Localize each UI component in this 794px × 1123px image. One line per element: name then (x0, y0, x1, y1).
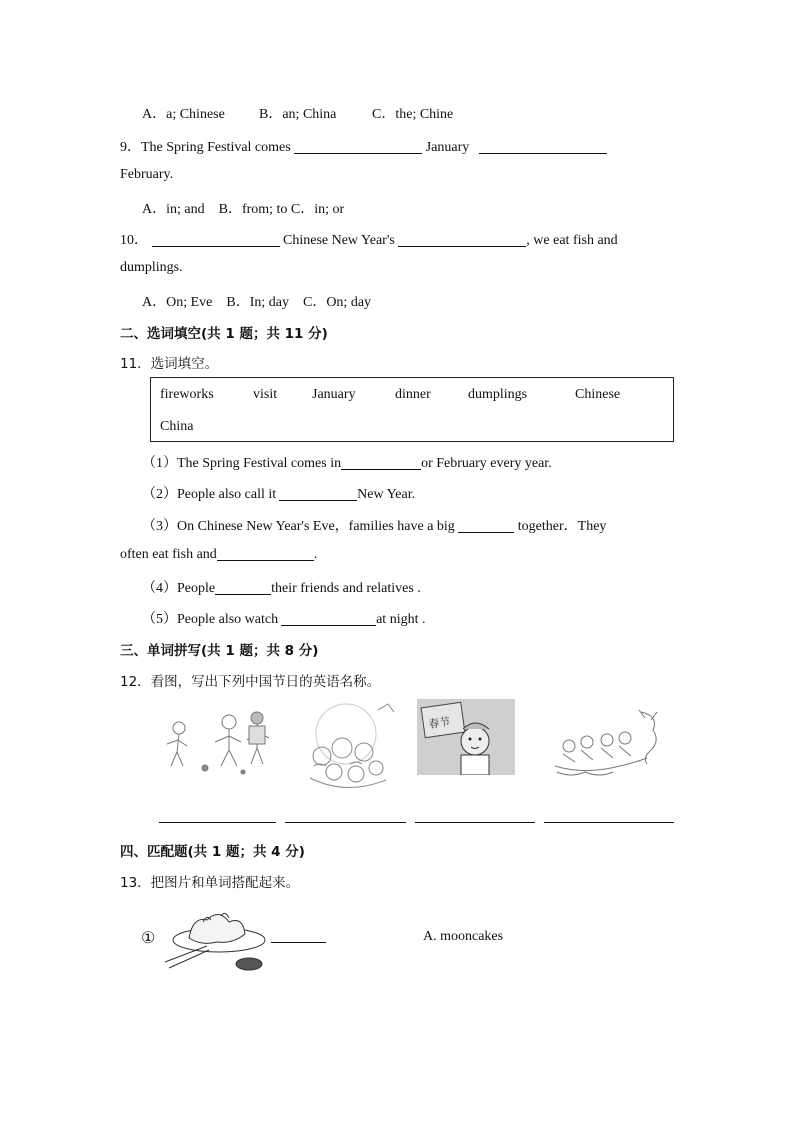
q11-sentence-1 (142, 452, 552, 472)
word-bank (150, 377, 674, 442)
q9-blank-2[interactable] (479, 139, 607, 154)
q13-option-a: A. mooncakes (423, 929, 504, 944)
q10-options: A．On; Eve B．In; day C．On; day (142, 295, 372, 310)
q12-answer-line-4[interactable] (544, 822, 674, 823)
q11-s1-pre: （1）The Spring Festival comes in (142, 456, 342, 471)
q11-sentence-3b (120, 546, 317, 563)
calendar-label: 春节 (427, 715, 452, 731)
q11-s1-post: or February every year. (421, 456, 552, 471)
word-visit: visit (253, 387, 278, 402)
word-fireworks: fireworks (160, 387, 214, 402)
q9-end: February. (120, 167, 174, 182)
family-reunion-picture (290, 698, 402, 798)
q8-option-c: C．the; Chine (372, 107, 454, 122)
calendar-man-picture (417, 699, 515, 775)
q10-end: dumplings. (120, 260, 183, 275)
q11-sentence-3 (142, 515, 606, 535)
section2-title: 二、选词填空(共 1 题；共 11 分) (120, 326, 328, 342)
dumplings-picture (163, 898, 269, 976)
q11-s5-blank[interactable] (281, 611, 376, 626)
q11-s3b-blank[interactable] (217, 546, 314, 561)
children-playing-picture (157, 700, 277, 780)
q11-sentence-4 (142, 577, 421, 597)
q11-title: 11．选词填空。 (120, 356, 219, 372)
q9-mid: January (425, 140, 470, 155)
word-january: January (312, 387, 356, 402)
q11-s2-post: New Year. (357, 487, 416, 502)
q10-tail: , we eat fish and (526, 233, 618, 248)
q13-item-1-blank[interactable] (271, 928, 326, 943)
q8-option-b: B．an; China (259, 107, 337, 122)
q11-s5-pre: （5）People also watch (142, 612, 279, 627)
q11-sentence-2 (142, 483, 415, 503)
q9-stem (120, 136, 607, 156)
q10-num: 10． (120, 233, 148, 248)
q9-options: A．in; and B．from; to C．in; or (142, 202, 345, 217)
word-dumplings: dumplings (468, 387, 528, 402)
section4-title: 四、匹配题(共 1 题；共 4 分) (120, 844, 305, 860)
section3-title: 三、单词拼写(共 1 题；共 8 分) (120, 643, 319, 659)
q11-s4-blank[interactable] (215, 580, 271, 595)
q11-s4-post: their friends and relatives . (271, 581, 421, 596)
q12-answer-line-1[interactable] (159, 822, 276, 823)
q11-s2-blank[interactable] (279, 486, 357, 501)
word-chinese: Chinese (575, 387, 621, 402)
word-china: China (160, 419, 194, 434)
q11-s2-pre: （2）People also call it (142, 487, 277, 502)
q10-stem (120, 229, 618, 249)
q12-answer-line-3[interactable] (415, 822, 535, 823)
q11-s4-pre: （4）People (142, 581, 216, 596)
q10-blank-1[interactable] (152, 232, 280, 247)
q9-blank-1[interactable] (294, 139, 422, 154)
dragon-boat-picture (551, 702, 663, 782)
q13-item-1-number: ① (141, 930, 156, 947)
q11-s3-blank[interactable] (458, 518, 514, 533)
q8-option-a: A．a; Chinese (142, 107, 225, 122)
q11-s3b-pre: often eat fish and (120, 547, 217, 562)
q12-title: 12．看图，写出下列中国节日的英语名称。 (120, 674, 381, 690)
q11-s3-pre: （3）On Chinese New Year's Eve，families have a big (142, 519, 455, 534)
q11-sentence-5 (142, 608, 425, 628)
q10-mid: Chinese New Year's (283, 233, 395, 248)
q11-s1-blank[interactable] (341, 455, 421, 470)
q9-text: 9．The Spring Festival comes (120, 140, 291, 155)
q11-s3b-post: . (313, 547, 318, 562)
q11-s5-post: at night . (376, 612, 426, 627)
q11-s3-post: together．They (517, 519, 607, 534)
q12-answer-line-2[interactable] (285, 822, 406, 823)
q10-blank-2[interactable] (398, 232, 526, 247)
word-dinner: dinner (395, 387, 431, 402)
q13-title: 13．把图片和单词搭配起来。 (120, 875, 300, 891)
